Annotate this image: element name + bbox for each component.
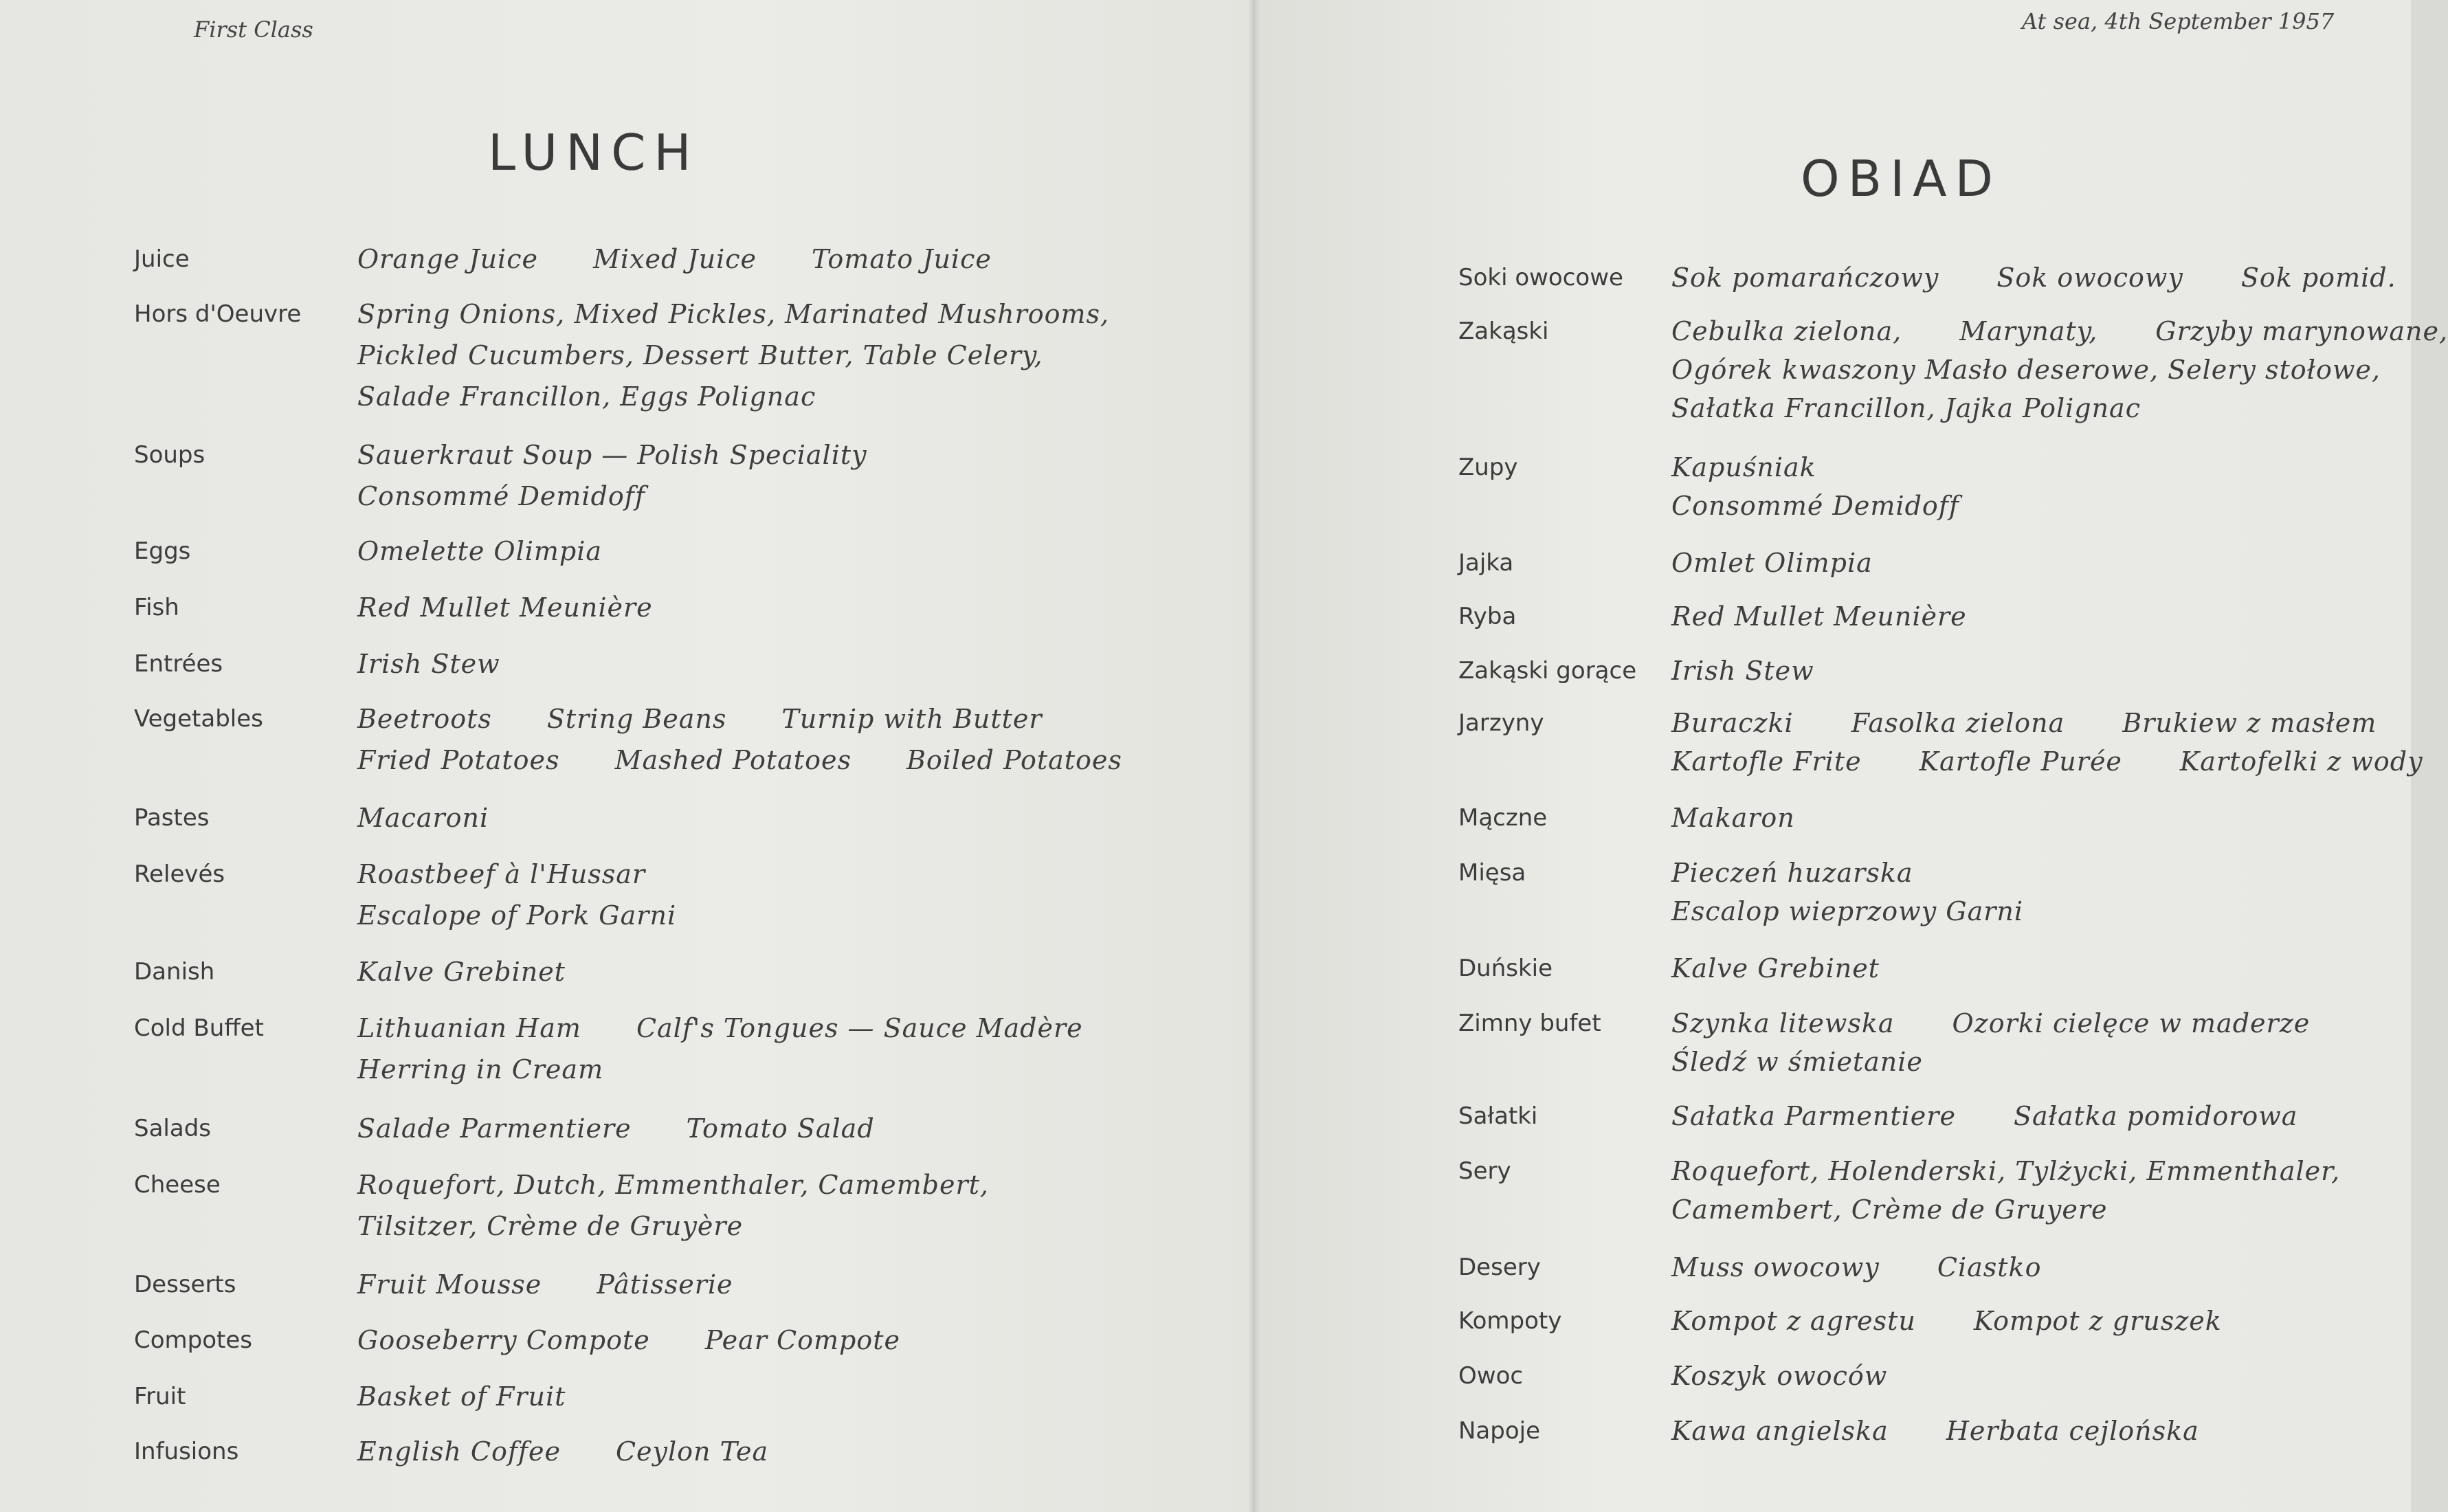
dish-item: Śledź w śmietanie — [1671, 1047, 1923, 1077]
dish-item: Grzyby marynowane, — [2155, 316, 2448, 346]
dish-item: Macaroni — [357, 803, 489, 833]
dish-line — [357, 1269, 733, 1300]
category-label: Cheese — [134, 1171, 221, 1199]
dish-line — [1671, 263, 2396, 293]
dish-item: Ceylon Tea — [615, 1436, 769, 1467]
obiad-title: OBIAD — [1801, 150, 2001, 208]
dish-item: Consommé Demidoff — [357, 481, 645, 511]
dish-item: Kartofle Frite — [1671, 746, 1862, 777]
dish-line — [357, 1113, 875, 1144]
category-label: Relevés — [134, 860, 225, 888]
right-page-polish — [1259, 0, 2448, 1512]
category-label: Vegetables — [134, 705, 263, 733]
dish-item: Basket of Fruit — [357, 1381, 566, 1412]
dish-item: String Beans — [546, 704, 727, 734]
dish-line — [357, 803, 489, 833]
dish-item: Escalop wieprzowy Garni — [1671, 896, 2024, 926]
category-label: Entrées — [134, 650, 223, 678]
dish-line — [357, 1054, 603, 1085]
dish-item: Mashed Potatoes — [614, 745, 852, 775]
dish-line — [357, 649, 500, 679]
dish-item: Roquefort, Holenderski, Tylżycki, Emmenthaler, — [1671, 1156, 2341, 1186]
dish-item: Red Mullet Meunière — [357, 592, 653, 623]
dish-item: Pâtisserie — [597, 1269, 733, 1300]
dish-item: Irish Stew — [357, 649, 500, 679]
dish-item: Ciastko — [1937, 1252, 2042, 1282]
dish-line — [1671, 1416, 2199, 1446]
dish-line — [1671, 601, 1967, 632]
dish-item: Brukiew z masłem — [2122, 708, 2377, 738]
dish-line — [357, 244, 992, 274]
dish-line — [357, 1381, 566, 1412]
dish-item: Fruit Mousse — [357, 1269, 542, 1300]
category-label: Jarzyny — [1458, 709, 1544, 737]
category-label: Zupy — [1458, 454, 1518, 481]
category-label: Sałatki — [1458, 1102, 1538, 1130]
dish-item: Roquefort, Dutch, Emmenthaler, Camembert, — [357, 1170, 990, 1200]
dish-line — [357, 381, 816, 412]
dish-item: English Coffee — [357, 1436, 561, 1467]
dish-item: Pickled Cucumbers, Dessert Butter, Table Celery, — [357, 340, 1043, 370]
dish-line — [1671, 1101, 2297, 1131]
dish-line — [357, 1013, 1083, 1043]
category-label: Infusions — [134, 1438, 239, 1465]
dish-item: Red Mullet Meunière — [1671, 601, 1967, 632]
dish-item: Kapuśniak — [1671, 452, 1816, 482]
category-label: Eggs — [134, 537, 191, 565]
dish-item: Herbata cejlońska — [1946, 1416, 2199, 1446]
category-label: Soki owocowe — [1458, 264, 1623, 291]
dish-line — [357, 1325, 900, 1355]
dish-line — [357, 536, 602, 566]
dish-item: Omlet Olimpia — [1671, 548, 1873, 578]
dish-item: Kompot z agrestu — [1671, 1306, 1916, 1336]
dish-line — [357, 1170, 989, 1200]
lunch-title: LUNCH — [488, 124, 700, 181]
category-label: Zakąski — [1458, 318, 1549, 345]
dish-item: Ogórek kwaszony Masło deserowe, Selery stołowe, — [1671, 355, 2381, 385]
dish-line — [357, 1436, 768, 1467]
dish-line — [1671, 708, 2377, 738]
dish-line — [1671, 656, 1814, 686]
category-label: Compotes — [134, 1326, 253, 1354]
dish-item: Makaron — [1671, 803, 1795, 833]
dish-item: Tomato Salad — [686, 1113, 875, 1144]
dish-item: Salade Francillon, Eggs Polignac — [357, 381, 816, 412]
dish-line — [357, 299, 1109, 329]
dish-line — [1671, 1008, 2310, 1038]
dish-line — [1671, 803, 1795, 833]
category-label: Napoje — [1458, 1417, 1541, 1445]
dish-item: Fasolka zielona — [1851, 708, 2065, 738]
dish-line — [357, 440, 867, 470]
dish-line — [1671, 1252, 2041, 1282]
category-label: Soups — [134, 441, 205, 469]
dish-item: Buraczki — [1671, 708, 1794, 738]
dish-line — [1671, 1194, 2108, 1225]
dish-item: Gooseberry Compote — [357, 1325, 650, 1355]
dish-line — [1671, 1361, 1887, 1391]
dish-item: Marynaty, — [1959, 316, 2098, 346]
category-label: Pastes — [134, 804, 210, 832]
category-label: Ryba — [1458, 603, 1517, 630]
dish-line — [1671, 746, 2423, 777]
dish-item: Kartofelki z wody — [2179, 746, 2423, 777]
dish-line — [1671, 316, 2448, 346]
category-label: Fruit — [134, 1383, 186, 1410]
dish-line — [1671, 1306, 2222, 1336]
dish-line — [1671, 1047, 1923, 1077]
dish-item: Sok pomid. — [2240, 263, 2396, 293]
category-label: Jajka — [1458, 549, 1514, 577]
category-label: Duńskie — [1458, 955, 1553, 982]
dish-item: Sauerkraut Soup — Polish Speciality — [357, 440, 867, 470]
dish-item: Kalve Grebinet — [1671, 953, 1880, 983]
dish-item: Boiled Potatoes — [906, 745, 1122, 775]
dish-item: Camembert, Crème de Gruyere — [1671, 1194, 2108, 1225]
category-label: Kompoty — [1458, 1307, 1562, 1335]
dish-line — [1671, 858, 1913, 888]
dish-item: Kartofle Purée — [1919, 746, 2122, 777]
dish-item: Lithuanian Ham — [357, 1013, 581, 1043]
dish-item: Tomato Juice — [812, 244, 992, 274]
dish-item: Sałatka Francillon, Jajka Polignac — [1671, 393, 2141, 423]
dish-line — [1671, 548, 1873, 578]
dish-line — [357, 859, 645, 889]
dish-line — [1671, 452, 1816, 482]
category-label: Hors d'Oeuvre — [134, 300, 302, 328]
category-label: Zakąski gorące — [1458, 657, 1637, 685]
dish-line — [1671, 393, 2141, 423]
dish-line — [1671, 491, 1959, 521]
dish-line — [357, 957, 566, 987]
dish-item: Roastbeef à l'Hussar — [357, 859, 646, 889]
dish-item: Omelette Olimpia — [357, 536, 603, 566]
dish-item: Kompot z gruszek — [1973, 1306, 2222, 1336]
dish-item: Pear Compote — [704, 1325, 900, 1355]
dish-line — [357, 340, 1043, 370]
dish-item: Fried Potatoes — [357, 745, 560, 775]
dish-item: Beetroots — [357, 704, 492, 734]
dish-item: Herring in Cream — [357, 1054, 604, 1085]
dish-item: Muss owocowy — [1671, 1252, 1880, 1282]
category-label: Danish — [134, 958, 215, 986]
dish-line — [1671, 1156, 2340, 1186]
category-label: Fish — [134, 594, 179, 621]
dish-line — [357, 745, 1122, 775]
dish-item: Pieczeń huzarska — [1671, 858, 1913, 888]
category-label: Cold Buffet — [134, 1014, 264, 1042]
dish-item: Cebulka zielona, — [1671, 316, 1902, 346]
category-label: Owoc — [1458, 1362, 1524, 1390]
dish-item: Kawa angielska — [1671, 1416, 1889, 1446]
dish-line — [357, 1211, 743, 1241]
dish-item: Turnip with Butter — [781, 704, 1043, 734]
dish-line — [1671, 896, 2023, 926]
dish-item: Sałatka Parmentiere — [1671, 1101, 1956, 1131]
dish-item: Sałatka pomidorowa — [2013, 1101, 2298, 1131]
dish-item: Sok owocowy — [1996, 263, 2183, 293]
dish-line — [357, 592, 653, 623]
class-label: First Class — [194, 16, 313, 43]
category-label: Desserts — [134, 1271, 236, 1298]
category-label: Mączne — [1458, 804, 1548, 832]
dish-item: Mixed Juice — [592, 244, 757, 274]
dish-line — [1671, 355, 2381, 385]
date-label: At sea, 4th September 1957 — [2022, 8, 2335, 34]
dish-item: Kalve Grebinet — [357, 957, 566, 987]
dish-item: Szynka litewska — [1671, 1008, 1895, 1038]
dish-line — [357, 704, 1043, 734]
dish-item: Orange Juice — [357, 244, 538, 274]
dish-item: Sok pomarańczowy — [1671, 263, 1939, 293]
dish-item: Spring Onions, Mixed Pickles, Marinated Mushrooms, — [357, 299, 1110, 329]
dish-item: Calf's Tongues — Sauce Madère — [636, 1013, 1083, 1043]
dish-item: Escalope of Pork Garni — [357, 900, 677, 931]
category-label: Salads — [134, 1115, 211, 1142]
dish-item: Salade Parmentiere — [357, 1113, 632, 1144]
category-label: Mięsa — [1458, 859, 1526, 887]
dish-item: Consommé Demidoff — [1671, 491, 1959, 521]
dish-line — [1671, 953, 1880, 983]
dish-item: Ozorki cielęce w maderze — [1952, 1008, 2311, 1038]
dish-line — [357, 900, 676, 931]
dish-item: Koszyk owoców — [1671, 1361, 1888, 1391]
dish-item: Irish Stew — [1671, 656, 1814, 686]
category-label: Juice — [134, 245, 190, 273]
category-label: Sery — [1458, 1157, 1511, 1185]
dish-line — [357, 481, 645, 511]
category-label: Desery — [1458, 1254, 1541, 1281]
dish-item: Tilsitzer, Crème de Gruyère — [357, 1211, 744, 1241]
category-label: Zimny bufet — [1458, 1010, 1601, 1037]
